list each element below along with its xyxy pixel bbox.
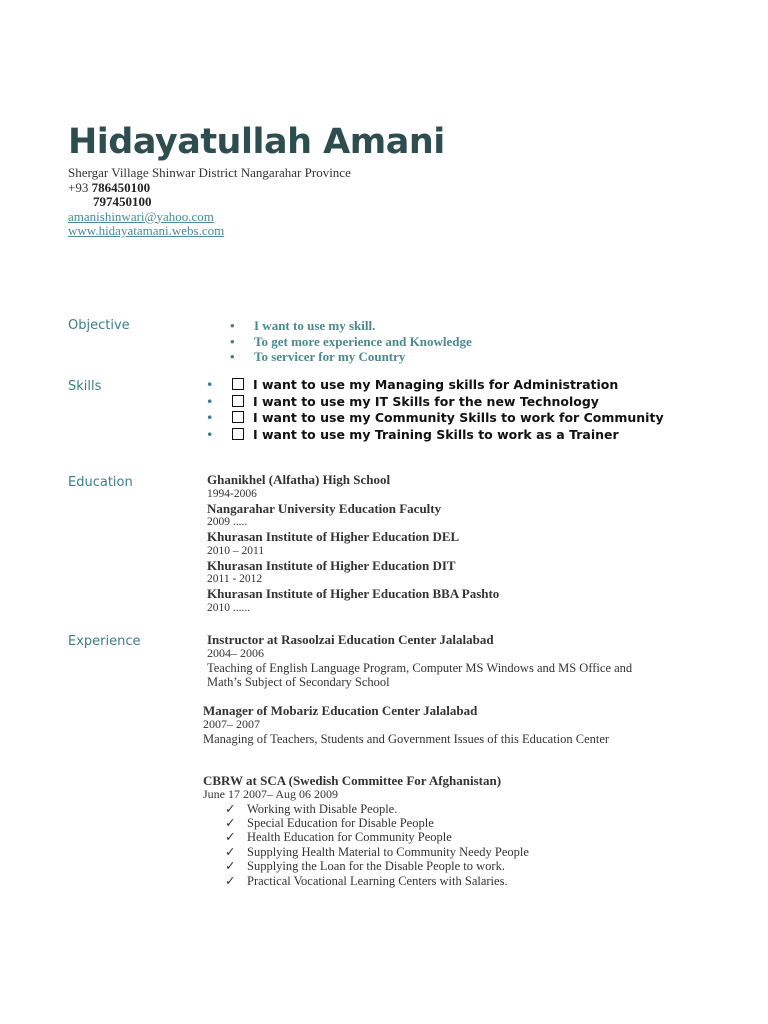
objective-list (230, 318, 472, 365)
email-link[interactable]: amanishinwari@yahoo.com (68, 208, 214, 224)
job-dates: June 17 2007– Aug 06 2009 (203, 787, 338, 801)
phone-prefix: +93 (68, 179, 89, 195)
section-heading-objective: Objective (68, 318, 130, 333)
job-title: CBRW at SCA (Swedish Committee For Afghanistan) (203, 773, 502, 788)
skills-list (206, 377, 664, 443)
job-description: Math’s Subject of Secondary School (207, 675, 390, 689)
education-years: 2009 ..... (207, 516, 248, 528)
section-heading-education: Education (68, 475, 133, 490)
education-years: 2011 - 2012 (207, 573, 263, 585)
skill-item (206, 427, 664, 444)
check-icon: ✓ (225, 801, 236, 816)
objective-item: • To servicer for my Country (230, 349, 472, 365)
education-years: 2010 ...... (207, 601, 251, 614)
candidate-name: Hidayatullah Amani (68, 122, 445, 162)
phone-1: 786450100 (91, 179, 151, 195)
phone-line-1 (68, 181, 351, 196)
objective-item: • To get more experience and Knowledge (230, 334, 472, 350)
skill-text: I want to use my Training Skills to work as a Trainer (253, 426, 619, 442)
phone-2: 797450100 (93, 194, 152, 209)
checkbox-icon (232, 428, 244, 440)
duty-item: ✓ Supplying Health Material to Community Needy People (225, 844, 529, 859)
contact-block (68, 166, 351, 239)
check-icon: ✓ (225, 830, 236, 845)
objective-item: • I want to use my skill. (230, 318, 472, 334)
skill-item (206, 377, 664, 394)
check-icon: ✓ (225, 859, 236, 874)
section-heading-experience: Experience (68, 634, 141, 649)
job-description: Teaching of English Language Program, Computer MS Windows and MS Office and (207, 660, 633, 675)
skill-text: I want to use my Community Skills to work for Community (253, 410, 664, 425)
duty-list (203, 802, 529, 888)
job-dates: 2004– 2006 (207, 646, 264, 660)
checkbox-icon (232, 378, 244, 390)
duty-item: ✓ Special Education for Disable People (225, 815, 434, 830)
check-icon: ✓ (225, 815, 236, 830)
education-years: 2010 – 2011 (207, 544, 265, 557)
education-institution: Khurasan Institute of Higher Education DEL (207, 529, 460, 544)
check-icon: ✓ (225, 844, 236, 859)
education-institution: Ghanikhel (Alfatha) High School (207, 472, 391, 487)
education-institution: Khurasan Institute of Higher Education BBA Pashto (207, 586, 500, 601)
duty-item: ✓ Supplying the Loan for the Disable People to work. (225, 859, 505, 874)
skill-text: I want to use my IT Skills for the new Technology (253, 393, 599, 409)
job-description: Managing of Teachers, Students and Government Issues of this Education Center (203, 731, 610, 746)
address: Shergar Village Shinwar District Nangarahar Province (68, 165, 351, 180)
duty-item: ✓ Working with Disable People. (225, 801, 398, 816)
experience-entry (203, 703, 609, 746)
education-list (207, 472, 499, 615)
job-title: Instructor at Rasoolzai Education Center Jalalabad (207, 632, 494, 647)
duty-item: ✓ Health Education for Community People (225, 830, 452, 845)
checkbox-icon (232, 395, 244, 407)
check-icon: ✓ (225, 873, 236, 888)
education-institution: Nangarahar University Education Faculty (207, 500, 442, 516)
skill-text: I want to use my Managing skills for Administration (253, 377, 619, 392)
experience-entry (203, 773, 529, 888)
skill-item (206, 410, 664, 427)
website-link[interactable]: www.hidayatamani.webs.com (68, 223, 225, 238)
job-dates: 2007– 2007 (203, 717, 260, 731)
education-years: 1994-2006 (207, 487, 257, 500)
experience-entry (207, 632, 632, 690)
checkbox-icon (232, 411, 244, 423)
duty-item: ✓ Practical Vocational Learning Centers with Salaries. (225, 873, 508, 888)
section-heading-skills: Skills (68, 379, 102, 394)
education-institution: Khurasan Institute of Higher Education DIT (207, 557, 456, 573)
job-title: Manager of Mobariz Education Center Jalalabad (203, 703, 478, 718)
skill-item (206, 394, 664, 411)
